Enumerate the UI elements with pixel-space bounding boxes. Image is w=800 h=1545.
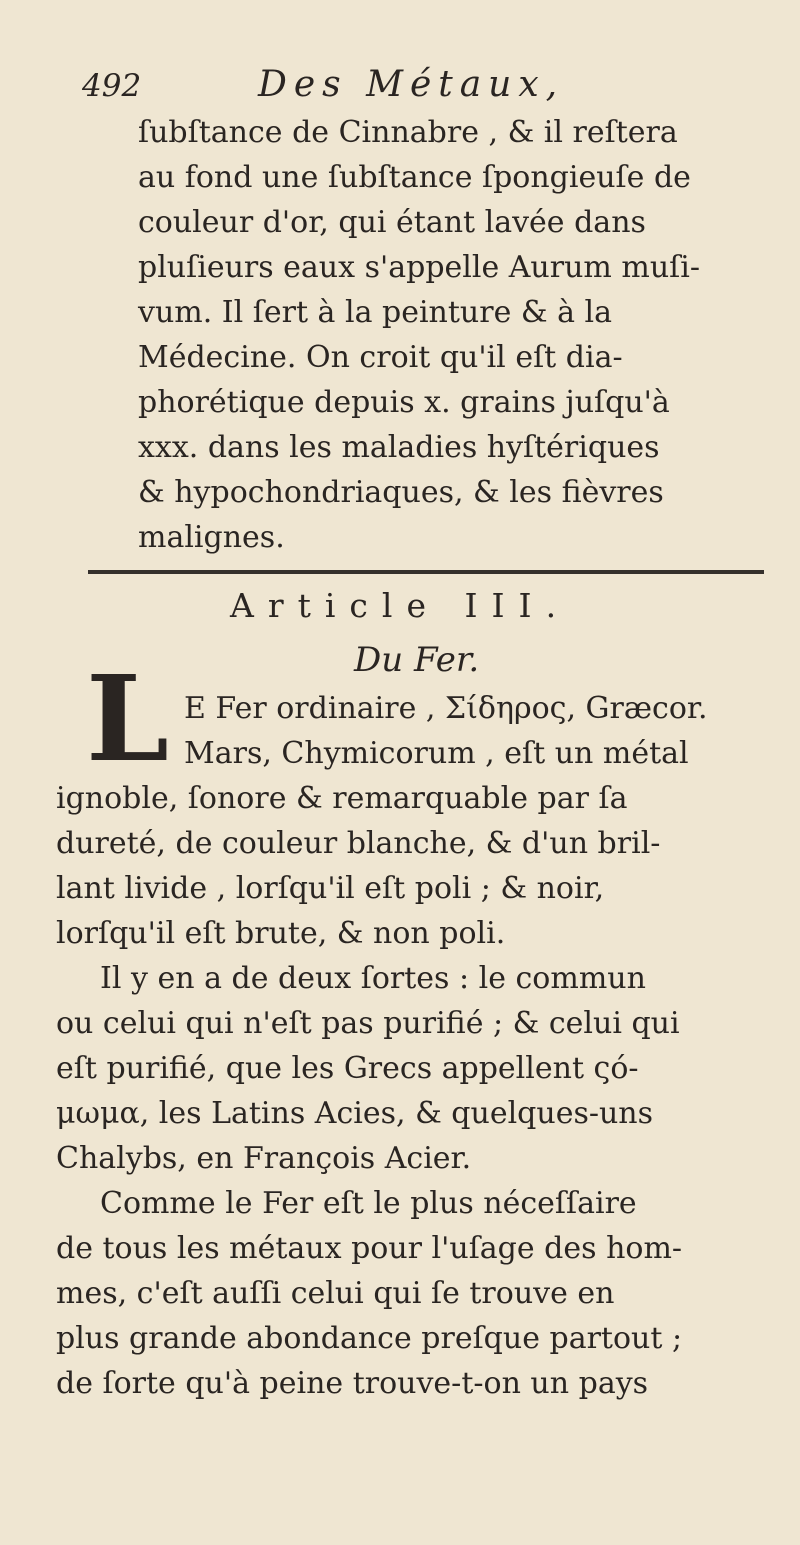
text-line: Comme le Fer eſt le plus néceſſaire	[100, 1186, 637, 1221]
section-divider	[88, 570, 764, 574]
paragraph-sortes	[56, 956, 768, 1181]
text-line: μωμα, les Latins Acies, & quelques-uns	[56, 1096, 654, 1131]
text-line: ignoble, ſonore & remarquable par ſa	[56, 781, 628, 816]
paragraph-fer-head	[144, 686, 766, 776]
text-line: E Fer ordinaire , Σίδηρος, Græcor.	[184, 691, 708, 726]
text-line: de ſorte qu'à peine trouve-t-on un pays	[56, 1366, 649, 1401]
drop-cap: L	[86, 649, 169, 788]
text-line: mes, c'eſt auſſi celui qui ſe trouve en	[56, 1276, 615, 1311]
section-title: Du Fer.	[354, 640, 480, 680]
text-line: xxx. dans les maladies hyſtériques	[138, 430, 660, 465]
text-line: phorétique depuis x. grains juſqu'à	[138, 385, 670, 420]
text-line: plus grande abondance preſque partout ;	[56, 1321, 683, 1356]
text-line: eſt purifié, que les Grecs appellent ςό-	[56, 1051, 639, 1086]
text-line: lorſqu'il eſt brute, & non poli.	[56, 916, 506, 951]
paragraph-cinnabre	[138, 110, 768, 560]
running-head: Des Métaux,	[258, 64, 565, 105]
text-line: Chalybs, en François Acier.	[56, 1141, 472, 1176]
page-header	[82, 64, 740, 112]
text-line: ou celui qui n'eſt pas purifié ; & celui qui	[56, 1006, 680, 1041]
text-line: lant livide , lorſqu'il eſt poli ; & noir,	[56, 871, 605, 906]
text-line: vum. Il ſert à la peinture & à la	[138, 295, 613, 330]
text-line: au fond une ſubſtance ſpongieuſe de	[138, 160, 691, 195]
text-line: couleur d'or, qui étant lavée dans	[138, 205, 646, 240]
article-heading: Article III.	[230, 586, 571, 625]
page-number: 492	[82, 68, 142, 104]
paragraph-comme	[56, 1181, 768, 1406]
text-line: malignes.	[138, 520, 285, 555]
text-line: pluſieurs eaux s'appelle Aurum muſi-	[138, 250, 700, 285]
text-line: ſubſtance de Cinnabre , & il reſtera	[138, 115, 678, 150]
text-line: dureté, de couleur blanche, & d'un bril-	[56, 826, 661, 861]
text-line: Mars, Chymicorum , eſt un métal	[184, 736, 689, 771]
paragraph-fer-body	[56, 776, 768, 956]
text-line: Il y en a de deux ſortes : le commun	[100, 961, 646, 996]
text-line: de tous les métaux pour l'uſage des hom-	[56, 1231, 683, 1266]
text-line: Médecine. On croit qu'il eſt dia-	[138, 340, 623, 375]
text-line: & hypochondriaques, & les fièvres	[138, 475, 664, 510]
